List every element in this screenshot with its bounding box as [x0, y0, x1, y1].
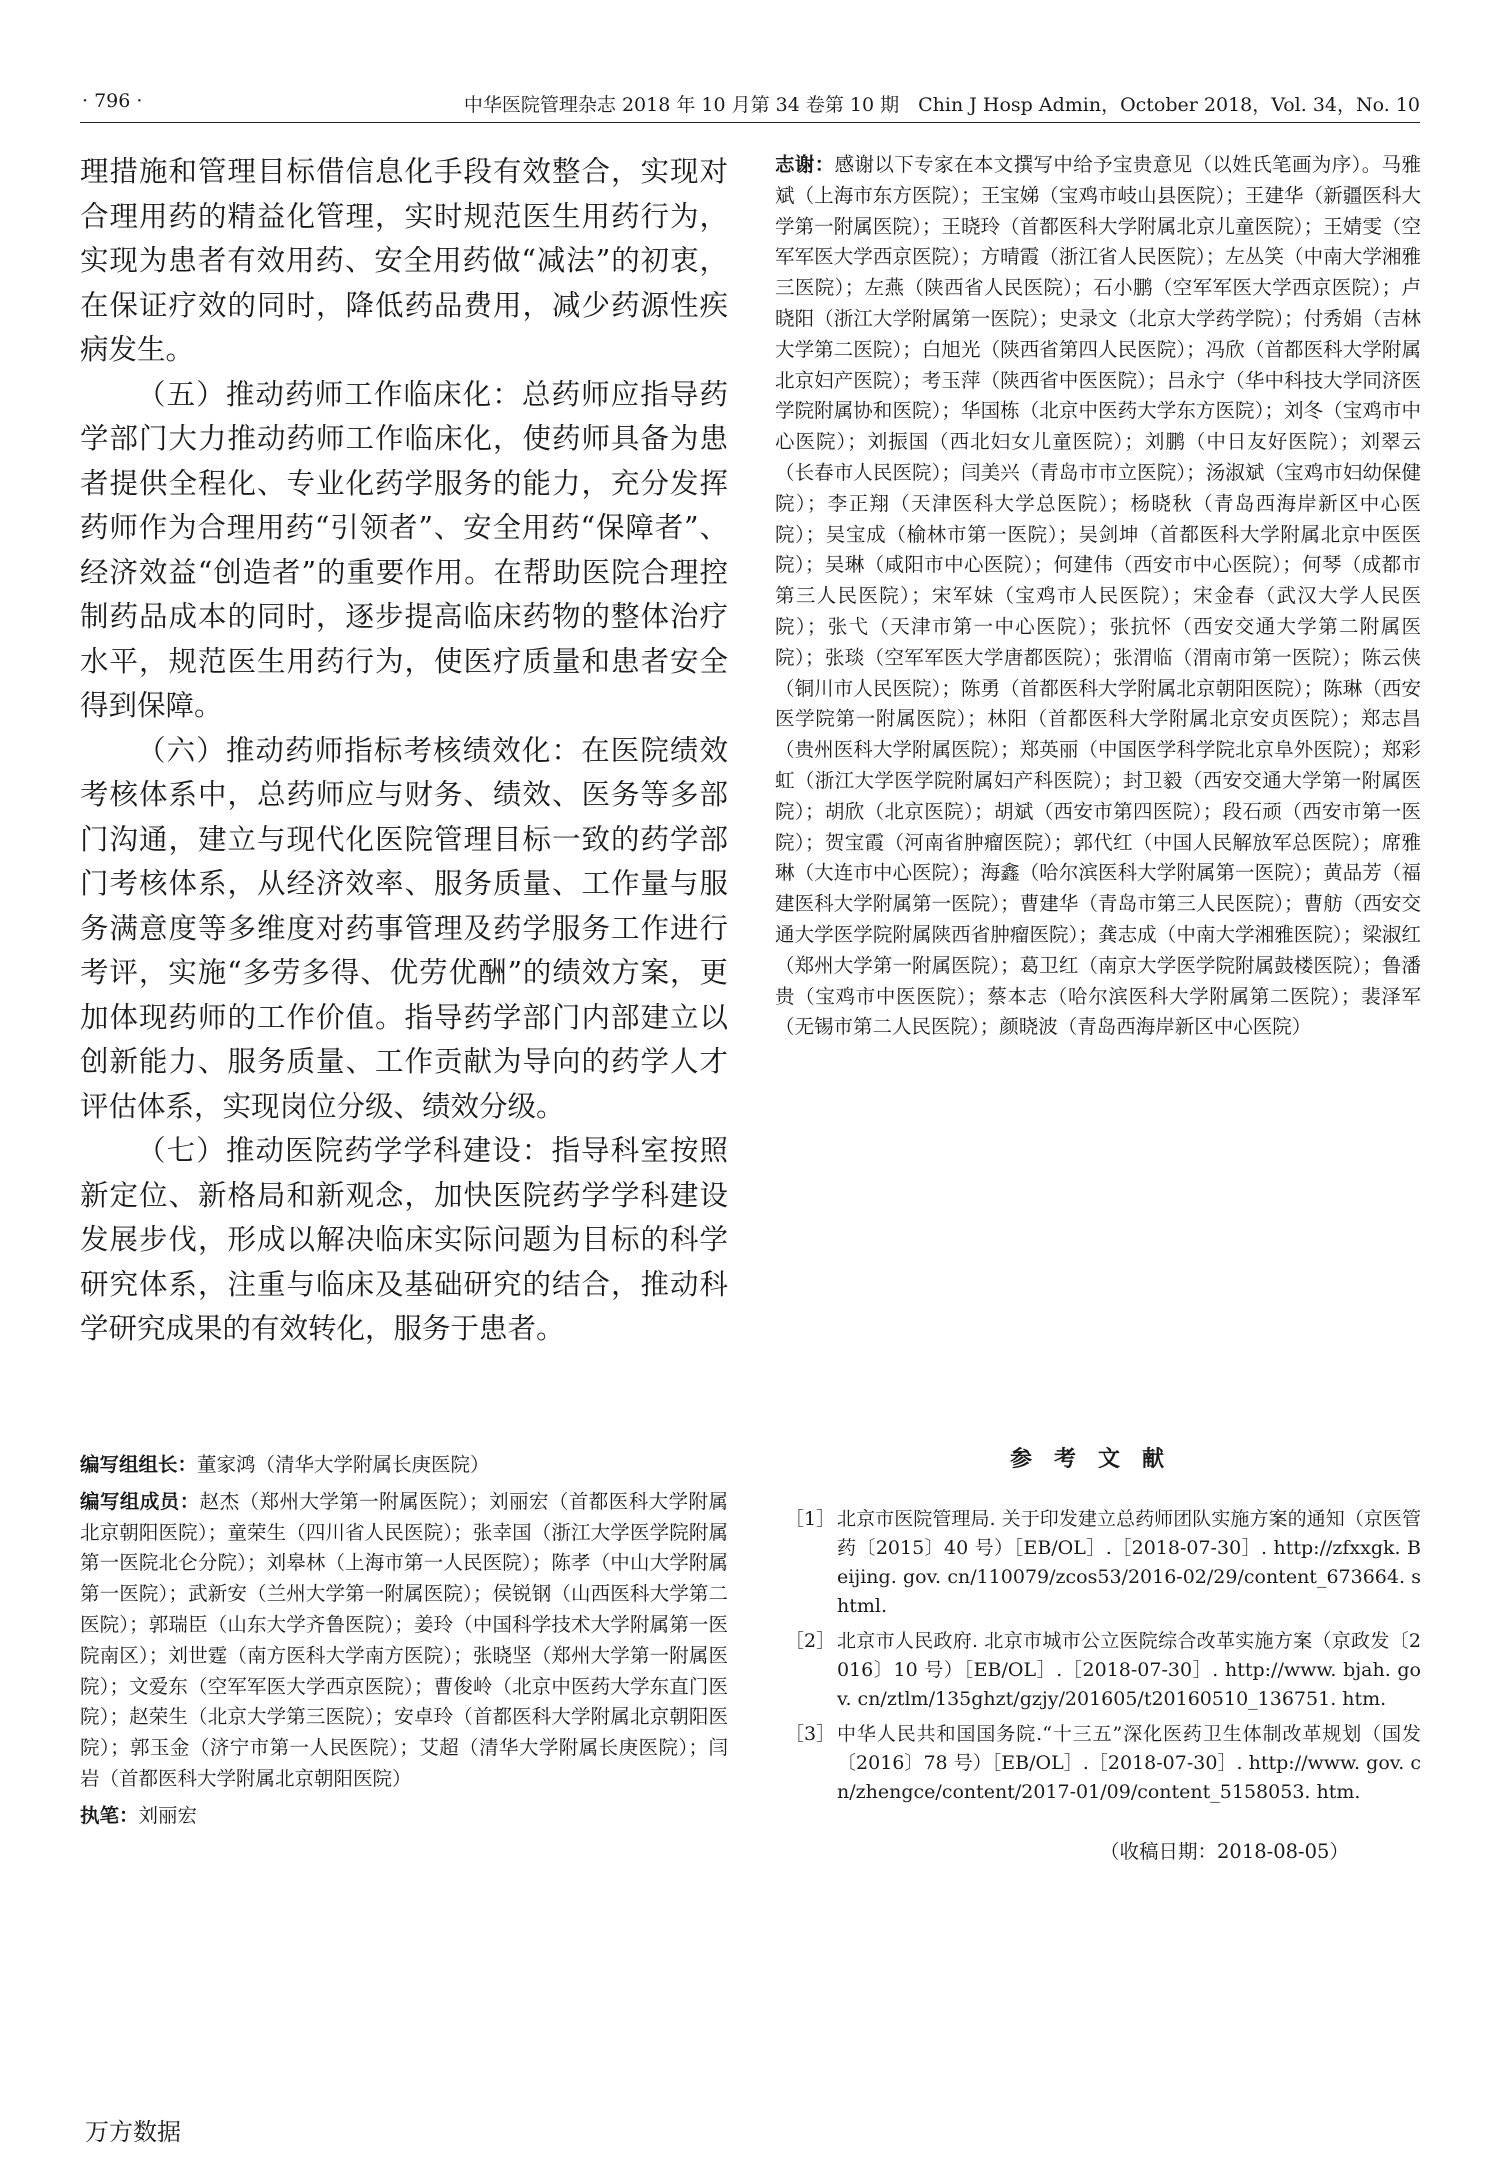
group-leader-value: 董家鸿（清华大学附属长庚医院） — [197, 1453, 490, 1476]
journal-citation: 中华医院管理杂志 2018 年 10 月第 34 卷第 10 期 Chin J Hosp Admin，October 2018，Vol. 34，No. 10 — [463, 94, 1420, 116]
group-leader-label: 编写组组长： — [80, 1453, 198, 1476]
reference-item — [775, 1720, 1421, 1807]
body-paragraph: （五）推动药师工作临床化：总药师应指导药学部门大力推动药师工作临床化，使药师具备为患者提供全程化、专业化药学服务的能力，充分发挥药师作为合理用药“引领者”、安全用药“保障者”、经济效益“创造者”的重要作用。在帮助医院合理控制药品成本的同时，逐步提高临床药物的整体治疗水平，规范医生用药行为，使医疗质量和患者安全得到保障。 — [80, 377, 728, 722]
acknowledgement — [775, 150, 1421, 1043]
body-paragraph: （七）推动医院药学学科建设：指导科室按照新定位、新格局和新观念，加快医院药学学科建设发展步伐，形成以解决临床实际问题为目标的科学研究体系，注重与临床及基础研究的结合，推动科学研究成果的有效转化，服务于患者。 — [80, 1134, 728, 1345]
reference-text: 北京市人民政府. 北京市城市公立医院综合改革实施方案（京政发〔2016〕10 号）［EB/OL］.［2018-07-30］. http://www. bjah. gov. cn/ztlm/135ghzt/gzjy/201605/t20160510_136751. htm. — [837, 1630, 1421, 1710]
reference-item — [775, 1627, 1421, 1714]
references-list — [775, 1505, 1421, 1813]
acknowledgement-label: 志谢： — [775, 153, 835, 176]
writer-value: 刘丽宏 — [138, 1803, 198, 1827]
reference-item — [775, 1505, 1421, 1621]
authors-section — [80, 1450, 728, 1838]
acknowledgement-column — [775, 150, 1421, 1043]
group-members — [80, 1487, 728, 1795]
body-paragraph: （六）推动药师指标考核绩效化：在医院绩效考核体系中，总药师应与财务、绩效、医务等多部门沟通，建立与现代化医院管理目标一致的药学部门考核体系，从经济效率、服务质量、工作量与服务满意度等多维度对药事管理及药学服务工作进行考评，实施“多劳多得、优劳优酬”的绩效方案，更加体现药师的工作价值。指导药学部门内部建立以创新能力、服务质量、工作贡献为导向的药学人才评估体系，实现岗位分级、绩效分级。 — [80, 733, 728, 1123]
reference-text: 北京市医院管理局. 关于印发建立总药师团队实施方案的通知（京医管药〔2015〕40 号）［EB/OL］.［2018-07-30］. http://zfxxgk. Beijing. gov. cn/110079/zcos53/2016-02/29/content_673664. shtml. — [837, 1508, 1421, 1617]
main-text-column — [80, 150, 728, 1352]
reference-text: 中华人民共和国国务院.“十三五”深化医药卫生体制改革规划（国发〔2016〕78 号）［EB/OL］.［2018-07-30］. http://www. gov. cn/zhengce/content/2017-01/09/content_5158053. htm. — [837, 1723, 1421, 1803]
footer-watermark: 万方数据 — [85, 2118, 181, 2146]
page-number: · 796 · — [82, 90, 143, 112]
group-members-label: 编写组成员： — [80, 1489, 200, 1513]
references-heading: 参考文献 — [1009, 1446, 1186, 1472]
writer — [80, 1801, 728, 1832]
group-leader — [80, 1450, 728, 1481]
acknowledgement-text: 感谢以下专家在本文撰写中给予宝贵意见（以姓氏笔画为序）。马雅斌（上海市东方医院）；王宝娣（宝鸡市岐山县医院）；王建华（新疆医科大学第一附属医院）；王晓玲（首都医科大学附属北京儿童医院）；王婧雯（空军军医大学西京医院）；方晴霞（浙江省人民医院）；左丛笑（中南大学湘雅三医院）；左燕（陕西省人民医院）；石小鹏（空军军医大学西京医院）；卢晓阳（浙江大学附属第一医院）；史录文（北京大学药学院）；付秀娟（吉林大学第二医院）；白旭光（陕西省第四人民医院）；冯欣（首都医科大学附属北京妇产医院）；考玉萍（陕西省中医医院）；吕永宁（华中科技大学同济医学院附属协和医院）；华国栋（北京中医药大学东方医院）；刘冬（宝鸡市中心医院）；刘振国（西北妇女儿童医院）；刘鹏（中日友好医院）；刘翠云（长春市人民医院）；闫美兴（青岛市市立医院）；汤淑斌（宝鸡市妇幼保健院）；李正翔（天津医科大学总医院）；杨晓秋（青岛西海岸新区中心医院）；吴宝成（榆林市第一医院）；吴剑坤（首都医科大学附属北京中医医院）；吴琳（咸阳市中心医院）；何建伟（西安市中心医院）；何琴（成都市第三人民医院）；宋军妹（宝鸡市人民医院）；宋金春（武汉大学人民医院）；张弋（天津市第一中心医院）；张抗怀（西安交通大学第二附属医院）；张琰（空军军医大学唐都医院）；张渭临（渭南市第一医院）；陈云侠（铜川市人民医院）；陈勇（首都医科大学附属北京朝阳医院）；陈琳（西安医学院第一附属医院）；林阳（首都医科大学附属北京安贞医院）；郑志昌（贵州医科大学附属医院）；郑英丽（中国医学科学院北京阜外医院）；郑彩虹（浙江大学医学院附属妇产科医院）；封卫毅（西安交通大学第一附属医院）；胡欣（北京医院）；胡斌（西安市第四医院）；段石顽（西安市第一医院）；贺宝霞（河南省肿瘤医院）；郭代红（中国人民解放军总医院）；席雅琳（大连市中心医院）；海鑫（哈尔滨医科大学附属第一医院）；黄品芳（福建医科大学附属第一医院）；曹建华（青岛市第三人民医院）；曹舫（西安交通大学医学院附属陕西省肿瘤医院）；龚志成（中南大学湘雅医院）；梁淑红（郑州大学第一附属医院）；葛卫红（南京大学医学院附属鼓楼医院）；鲁潘贵（宝鸡市中医医院）；蔡本志（哈尔滨医科大学附属第二医院）；裴泽军（无锡市第二人民医院）；颜晓波（青岛西海岸新区中心医院） — [775, 153, 1421, 1039]
received-date: （收稿日期：2018-08-05） — [1100, 1840, 1349, 1863]
reference-number: ［3］ — [785, 1723, 836, 1745]
writer-label: 执笔： — [80, 1803, 139, 1827]
reference-number: ［1］ — [785, 1508, 836, 1530]
page-header — [80, 86, 1420, 123]
group-members-value: 赵杰（郑州大学第一附属医院）；刘丽宏（首都医科大学附属北京朝阳医院）；童荣生（四川省人民医院）；张幸国（浙江大学医学院附属第一医院北仑分院）；刘皋林（上海市第一人民医院）；陈孝（中山大学附属第一医院）；武新安（兰州大学第一附属医院）；侯锐钢（山西医科大学第二医院）；郭瑞臣（山东大学齐鲁医院）；姜玲（中国科学技术大学附属第一医院南区）；刘世霆（南方医科大学南方医院）；张晓坚（郑州大学第一附属医院）；文爱东（空军军医大学西京医院）；曹俊岭（北京中医药大学东直门医院）；赵荣生（北京大学第三医院）；安卓玲（首都医科大学附属北京朝阳医院）；郭玉金（济宁市第一人民医院）；艾超（清华大学附属长庚医院）；闫岩（首都医科大学附属北京朝阳医院） — [80, 1489, 728, 1790]
body-paragraph: 理措施和管理目标借信息化手段有效整合，实现对合理用药的精益化管理，实时规范医生用药行为，实现为患者有效用药、安全用药做“减法”的初衷，在保证疗效的同时，降低药品费用，减少药源性疾病发生。 — [80, 155, 728, 366]
reference-number: ［2］ — [785, 1630, 836, 1652]
